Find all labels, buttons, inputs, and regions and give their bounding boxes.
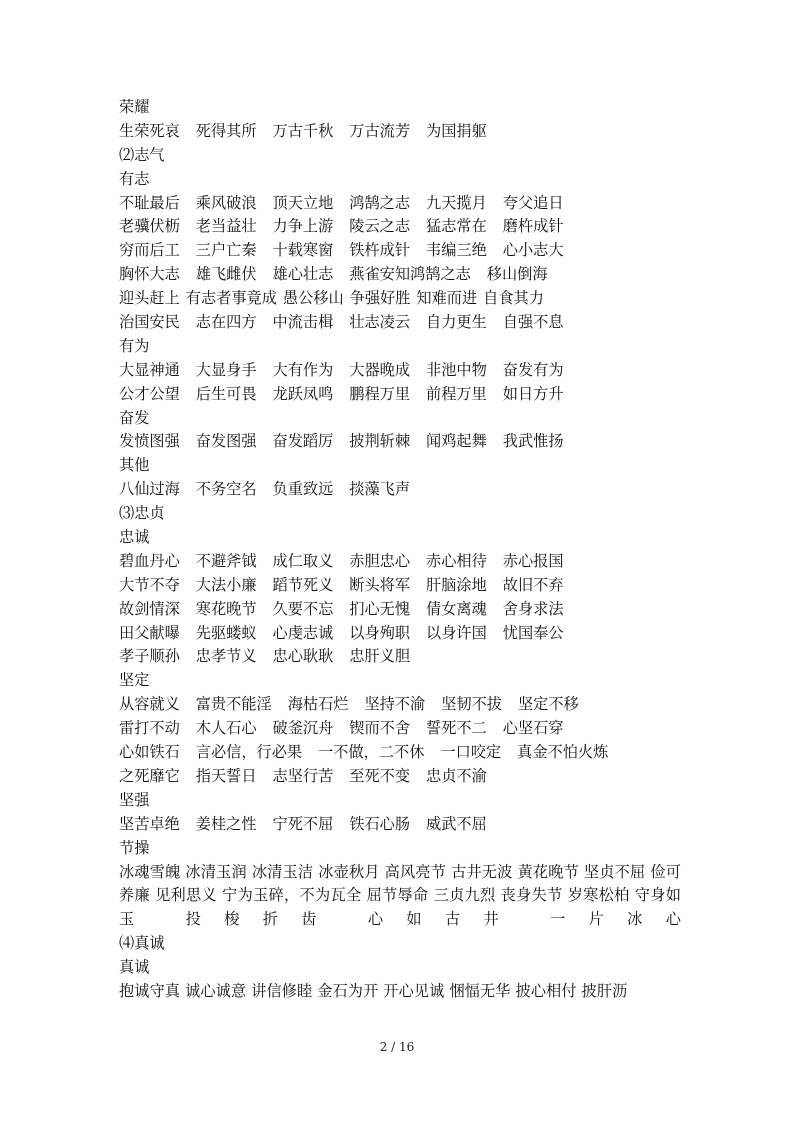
idiom-item: 为国捐躯 bbox=[426, 121, 487, 140]
idiom-item: 大法小廉 bbox=[195, 575, 257, 594]
idiom-item: 久要不忘 bbox=[272, 599, 334, 618]
idiom-row bbox=[119, 598, 681, 622]
idiom-item: 力争上游 bbox=[272, 217, 334, 236]
idiom-item: 闻鸡起舞 bbox=[426, 432, 487, 451]
idiom-item: 锲而不舍 bbox=[349, 719, 410, 738]
idiom-item: 不务空名 bbox=[195, 480, 257, 499]
idiom-item: 田父献曝 bbox=[119, 623, 180, 642]
idiom-item: 移山倒海 bbox=[486, 265, 548, 284]
idiom-item: 之死靡它 bbox=[119, 766, 180, 785]
idiom-item: 龙跃凤鸣 bbox=[272, 384, 334, 403]
idiom-row bbox=[119, 311, 681, 335]
idiom-list-after bbox=[119, 932, 681, 980]
idiom-item: 志在四方 bbox=[195, 313, 257, 332]
idiom-item: 掞藻飞声 bbox=[349, 480, 410, 499]
idiom-item: 公才公望 bbox=[119, 384, 180, 403]
idiom-item: 先驱蝼蚁 bbox=[195, 623, 257, 642]
idiom-item: 坚韧不拔 bbox=[441, 695, 502, 714]
idiom-item: 木人石心 bbox=[195, 719, 257, 738]
idiom-row bbox=[119, 693, 681, 717]
section-heading: 荣耀 bbox=[119, 98, 150, 116]
idiom-item: 从容就义 bbox=[119, 695, 180, 714]
idiom-item: 发愤图强 bbox=[119, 432, 180, 451]
idiom-item: 万古流芳 bbox=[349, 121, 410, 140]
idiom-item: 赤心报国 bbox=[502, 551, 564, 570]
idiom-row bbox=[119, 263, 681, 287]
idiom-item: 顶天立地 bbox=[272, 193, 334, 212]
idiom-item: 雄飞雌伏 bbox=[195, 265, 257, 284]
idiom-row bbox=[119, 359, 681, 383]
idiom-row bbox=[119, 813, 681, 837]
idiom-item: 迎头赶上 bbox=[119, 289, 180, 308]
idiom-item: 陵云之志 bbox=[349, 217, 410, 236]
idiom-item: 万古千秋 bbox=[272, 121, 334, 140]
section-heading: 其他 bbox=[119, 456, 150, 475]
idiom-item: 蹈节死义 bbox=[272, 575, 334, 594]
section-heading: 有为 bbox=[119, 336, 150, 355]
idiom-item: 三户亡秦 bbox=[195, 241, 257, 260]
idiom-item: 铁石心肠 bbox=[349, 814, 410, 833]
idiom-item: 碧血丹心 bbox=[119, 551, 180, 570]
idiom-item: 自食其力 bbox=[483, 289, 544, 308]
idiom-row bbox=[119, 215, 681, 239]
idiom-item: 我武惟扬 bbox=[502, 432, 564, 451]
idiom-row bbox=[119, 645, 681, 669]
idiom-row bbox=[119, 478, 681, 502]
idiom-item: 忠孝节义 bbox=[195, 647, 257, 666]
idiom-item: 大有作为 bbox=[272, 360, 334, 379]
section-heading: 真诚 bbox=[119, 958, 150, 977]
idiom-item: 雷打不动 bbox=[119, 719, 180, 738]
idiom-item: 不避斧钺 bbox=[195, 551, 257, 570]
idiom-item: 扪心无愧 bbox=[349, 599, 410, 618]
idiom-item: 鸿鹄之志 bbox=[349, 193, 410, 212]
idiom-item: 至死不变 bbox=[349, 766, 410, 785]
idiom-item: 一不做，二不休 bbox=[318, 743, 425, 762]
idiom-item: 心如铁石 bbox=[119, 743, 180, 762]
idiom-item: 富贵不能淫 bbox=[195, 695, 272, 714]
idiom-item: 胸怀大志 bbox=[119, 265, 180, 284]
idiom-item: 故剑情深 bbox=[119, 599, 180, 618]
idiom-item: 坚持不渝 bbox=[364, 695, 426, 714]
idiom-item: 老当益壮 bbox=[195, 217, 257, 236]
idiom-item: 前程万里 bbox=[426, 384, 487, 403]
idiom-row bbox=[119, 192, 681, 216]
idiom-row bbox=[119, 550, 681, 574]
section-heading: 有志 bbox=[119, 169, 150, 188]
idiom-row bbox=[119, 383, 681, 407]
idiom-item: 奋发有为 bbox=[502, 360, 564, 379]
idiom-item: 奋发图强 bbox=[195, 432, 257, 451]
idiom-item: 成仁取义 bbox=[272, 551, 334, 570]
idiom-item: 壮志凌云 bbox=[349, 313, 410, 332]
idiom-item: 猛志常在 bbox=[426, 217, 487, 236]
idiom-row bbox=[119, 239, 681, 263]
section-heading: 奋发 bbox=[119, 408, 150, 427]
idiom-item: 如日方升 bbox=[502, 384, 564, 403]
idiom-item: 威武不屈 bbox=[426, 814, 487, 833]
idiom-item: 八仙过海 bbox=[119, 480, 180, 499]
idiom-item: 负重致远 bbox=[272, 480, 334, 499]
idiom-item: 赤心相待 bbox=[426, 551, 487, 570]
idiom-item: 死得其所 bbox=[195, 121, 257, 140]
idiom-item: 忠肝义胆 bbox=[349, 647, 410, 666]
idiom-item: 忧国奉公 bbox=[502, 623, 564, 642]
idiom-item: 誓死不二 bbox=[426, 719, 487, 738]
idiom-item: 生荣死哀 bbox=[119, 121, 180, 140]
idiom-item: 大节不夺 bbox=[119, 575, 180, 594]
idiom-item: 忠心耿耿 bbox=[272, 647, 334, 666]
section-heading: 忠诚 bbox=[119, 528, 150, 547]
idiom-row bbox=[119, 622, 681, 646]
idiom-item: 宁死不屈 bbox=[272, 814, 334, 833]
idiom-item: 孝子顺孙 bbox=[119, 647, 180, 666]
idiom-item: 不耻最后 bbox=[119, 193, 180, 212]
idiom-item: 坚定不移 bbox=[517, 695, 579, 714]
idiom-item: 有志者事竟成 bbox=[185, 289, 277, 308]
idiom-item: 大显身手 bbox=[195, 360, 257, 379]
idiom-item: 舍身求法 bbox=[502, 599, 564, 618]
idiom-row bbox=[119, 574, 681, 598]
idiom-item: 愚公移山 bbox=[282, 289, 344, 308]
idiom-item: 倩女离魂 bbox=[426, 599, 487, 618]
idiom-item: 十载寒窗 bbox=[272, 241, 334, 260]
idiom-item: 中流击楫 bbox=[272, 313, 334, 332]
idiom-item: 以身殉职 bbox=[349, 623, 410, 642]
idiom-item: 大显神通 bbox=[119, 360, 180, 379]
idiom-item: 破釜沉舟 bbox=[272, 719, 334, 738]
idiom-item: 言必信，行必果 bbox=[195, 743, 303, 762]
document-body bbox=[119, 96, 681, 1004]
section-heading: ⑶忠贞 bbox=[119, 504, 165, 523]
idiom-item: 心小志大 bbox=[502, 241, 564, 260]
idiom-item: 坚苦卓绝 bbox=[119, 814, 180, 833]
idiom-item: 忠贞不渝 bbox=[426, 766, 487, 785]
idiom-item: 寒花晚节 bbox=[195, 599, 257, 618]
idiom-item: 心坚石穿 bbox=[502, 719, 564, 738]
idiom-item: 指天誓日 bbox=[195, 766, 257, 785]
idiom-item: 故旧不弃 bbox=[502, 575, 564, 594]
idiom-item: 争强好胜 bbox=[349, 289, 411, 308]
idiom-item: 铁杵成针 bbox=[349, 241, 410, 260]
idiom-item: 乘风破浪 bbox=[195, 193, 257, 212]
idiom-item: 九天揽月 bbox=[426, 193, 487, 212]
idiom-list bbox=[119, 96, 681, 861]
section-heading: ⑷真诚 bbox=[119, 934, 165, 953]
idiom-item: 奋发蹈厉 bbox=[272, 432, 334, 451]
section-heading: 节操 bbox=[119, 838, 150, 857]
idiom-item: 自强不息 bbox=[502, 313, 564, 332]
idiom-item: 穷而后工 bbox=[119, 241, 180, 260]
idiom-row bbox=[119, 430, 681, 454]
idiom-item: 雄心壮志 bbox=[272, 265, 334, 284]
idiom-item: 韦编三绝 bbox=[426, 241, 487, 260]
idiom-item: 老骥伏枥 bbox=[119, 217, 180, 236]
idiom-paragraph-jiecao: 冰魂雪魄 冰清玉润 冰清玉洁 冰壶秋月 高风亮节 古井无波 黄花晚节 坚贞不屈 俭可养廉 见利思义 宁为玉碎，不为瓦全 屈节辱命 三贞九烈 丧身失节 岁寒松柏 守身如玉 投梭折齿 心如古井 一片冰心 bbox=[119, 862, 681, 929]
idiom-item: 断头将军 bbox=[349, 575, 410, 594]
idiom-paragraph-zhencheng: 抱诚守真 诚心诚意 讲信修睦 金石为开 开心见诚 悃愊无华 披心相付 披肝沥 bbox=[119, 982, 628, 1000]
idiom-item: 志坚行苦 bbox=[272, 766, 334, 785]
idiom-row bbox=[119, 741, 681, 765]
idiom-item: 赤胆忠心 bbox=[349, 551, 410, 570]
idiom-item: 鹏程万里 bbox=[349, 384, 410, 403]
idiom-item: 真金不怕火炼 bbox=[517, 743, 609, 762]
idiom-item: 大器晚成 bbox=[349, 360, 410, 379]
idiom-item: 一口咬定 bbox=[440, 743, 502, 762]
idiom-item: 夸父追日 bbox=[502, 193, 564, 212]
idiom-row bbox=[119, 120, 681, 144]
idiom-item: 磨杵成针 bbox=[502, 217, 564, 236]
idiom-item: 以身许国 bbox=[426, 623, 487, 642]
section-heading: 坚定 bbox=[119, 671, 150, 690]
idiom-item: 治国安民 bbox=[119, 313, 180, 332]
idiom-item: 后生可畏 bbox=[195, 384, 257, 403]
idiom-item: 心虔志诚 bbox=[272, 623, 334, 642]
idiom-row bbox=[119, 287, 681, 311]
idiom-item: 知难而进 bbox=[416, 289, 478, 308]
idiom-item: 披荆斩棘 bbox=[349, 432, 410, 451]
idiom-row bbox=[119, 717, 681, 741]
idiom-item: 燕雀安知鸿鹄之志 bbox=[349, 265, 471, 284]
idiom-item: 肝脑涂地 bbox=[426, 575, 487, 594]
page-number: 2 / 16 bbox=[379, 1040, 415, 1054]
section-heading: 坚强 bbox=[119, 790, 150, 809]
idiom-item: 姜桂之性 bbox=[195, 814, 257, 833]
idiom-row bbox=[119, 765, 681, 789]
idiom-item: 自力更生 bbox=[426, 313, 487, 332]
section-heading: ⑵志气 bbox=[119, 145, 165, 164]
idiom-item: 海枯石烂 bbox=[287, 695, 349, 714]
idiom-item: 非池中物 bbox=[426, 360, 487, 379]
